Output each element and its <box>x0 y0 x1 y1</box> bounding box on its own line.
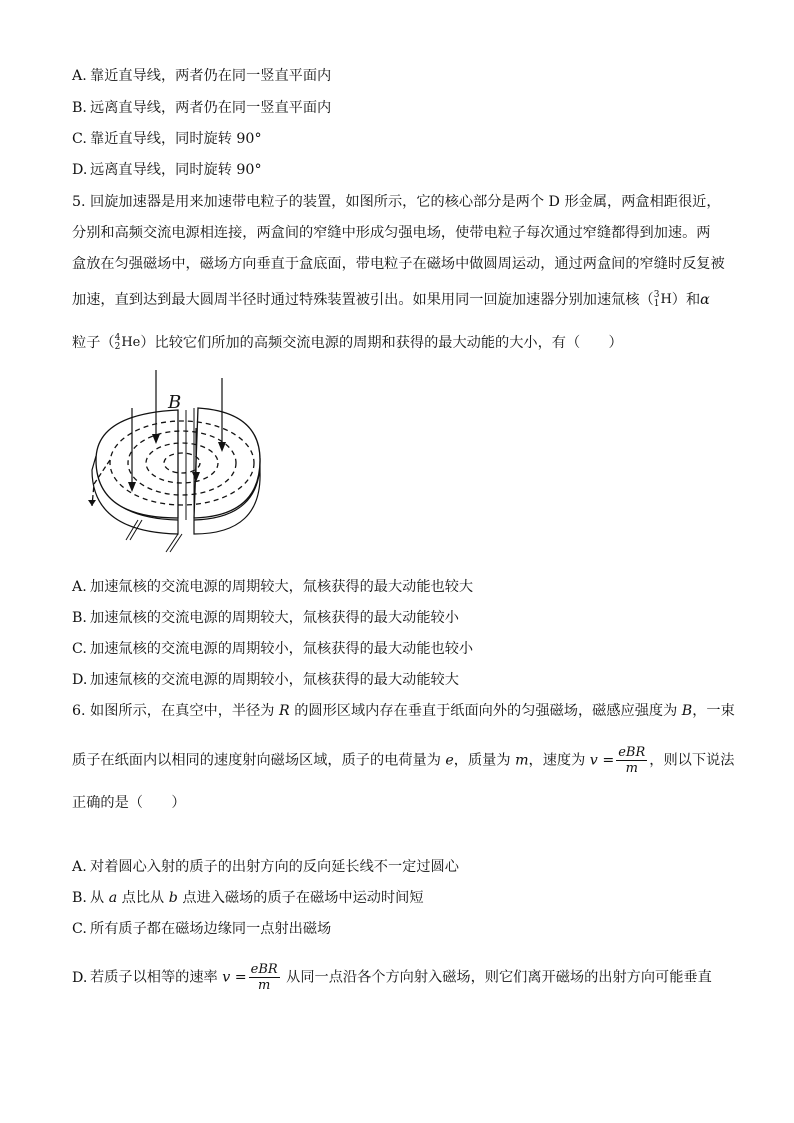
q6-option-b: B. 从 a 点比从 b 点进入磁场的质子在磁场中运动时间短 <box>72 890 424 906</box>
q5-option-b: B. 加速氚核的交流电源的周期较大，氚核获得的最大动能较小 <box>72 610 459 626</box>
q5-option-d: D. 加速氚核的交流电源的周期较小，氚核获得的最大动能较大 <box>72 672 459 688</box>
q6-option-c: C. 所有质子都在磁场边缘同一点射出磁场 <box>72 921 332 937</box>
q5-line-2: 分别和高频交流电源相连接，两盒间的窄缝中形成匀强电场，使带电粒子每次通过窄缝都得到加速。两 <box>72 225 711 241</box>
q5-line-5: 粒子（ 4 2 He）比较它们所加的高频交流电源的周期和获得的最大动能的大小，有（ ） <box>72 332 623 352</box>
prev-option-a: A. 靠近直导线，两者仍在同一竖直平面内 <box>72 68 332 84</box>
velocity-fraction-d: $\frac{\text{eBR}}{m}$ <box>250 962 278 993</box>
field-label: B <box>168 392 182 413</box>
q5-option-c: C. 加速氚核的交流电源的周期较小，氚核获得的最大动能也较小 <box>72 641 474 657</box>
q5-option-a: A. 加速氚核的交流电源的周期较大，氚核获得的最大动能也较大 <box>72 579 474 595</box>
q6-option-a: A. 对着圆心入射的质子的出射方向的反向延长线不一定过圆心 <box>72 859 459 875</box>
prev-option-d: D. 远离直导线，同时旋转 90° <box>72 162 262 178</box>
q6-line-2: 质子在纸面内以相同的速度射向磁场区域，质子的电荷量为 e，质量为 m，速度为 v = $\frac{\text{eBR}}{m}$ ，则以下说法 <box>72 745 735 776</box>
alpha-symbol: α <box>700 292 710 308</box>
q5-line-4: 加速，直到达到最大圆周半径时通过特殊装置被引出。如果用同一回旋加速器分别加速氚核（ 3 1 H）和α <box>72 289 710 309</box>
prev-option-b: B. 远离直导线，两者仍在同一竖直平面内 <box>72 100 332 116</box>
cyclotron-figure <box>82 368 282 553</box>
q6-line-1: 6. 如图所示，在真空中，半径为 R 的圆形区域内存在垂直于纸面向外的匀强磁场，磁感应强度为 B，一束 <box>72 703 735 719</box>
tritium-symbol: 3 1 H <box>653 289 672 309</box>
q5-line-3: 盒放在匀强磁场中，磁场方向垂直于盒底面，带电粒子在磁场中做圆周运动，通过两盒间的窄缝时反复被 <box>72 256 725 272</box>
velocity-fraction: $\frac{\text{eBR}}{m}$ <box>618 745 646 776</box>
q6-option-d: D. 若质子以相等的速率 v = $\frac{\text{eBR}}{m}$ 从同一点沿各个方向射入磁场，则它们离开磁场的出射方向可能垂直 <box>72 962 712 993</box>
prev-option-c: C. 靠近直导线，同时旋转 90° <box>72 131 262 147</box>
q5-line-1: 5. 回旋加速器是用来加速带电粒子的装置，如图所示，它的核心部分是两个 D 形金属，两盒相距很近， <box>72 194 721 210</box>
q6-line-3: 正确的是（ ） <box>72 795 186 811</box>
helium-symbol: 4 2 He <box>114 332 141 352</box>
